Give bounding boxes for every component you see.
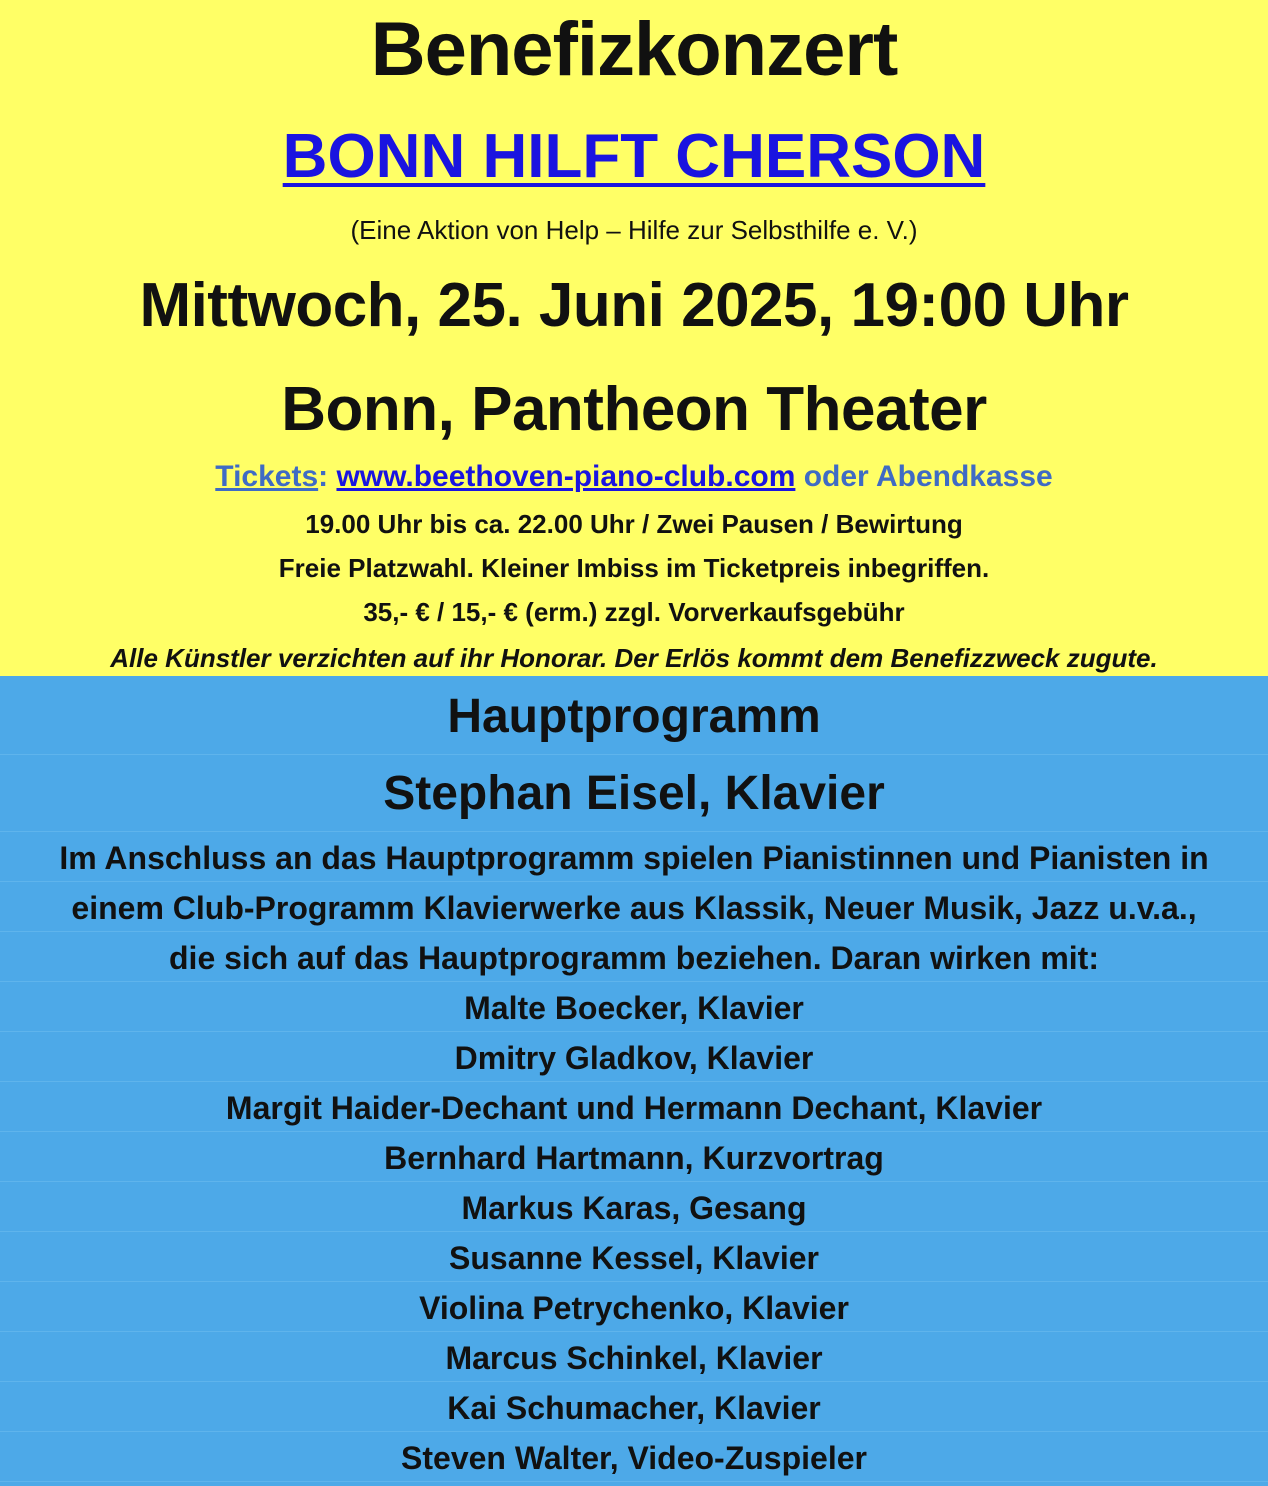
performer-item: Margit Haider-Dechant und Hermann Dechant, Klavier xyxy=(0,1082,1268,1132)
tickets-link[interactable]: Tickets xyxy=(215,460,319,493)
event-date: Mittwoch, 25. Juni 2025, 19:00 Uhr xyxy=(139,271,1129,340)
tickets-line xyxy=(0,456,1268,498)
tickets-colon: : xyxy=(318,460,337,493)
performer-item: Dmitry Gladkov, Klavier xyxy=(0,1032,1268,1082)
performer-item: Susanne Kessel, Klavier xyxy=(0,1232,1268,1282)
event-time: 19.00 Uhr bis ca. 22.00 Uhr / Zwei Pausen / Bewirtung xyxy=(305,509,963,539)
subtitle-link[interactable]: BONN HILFT CHERSON xyxy=(282,122,986,191)
event-venue: Bonn, Pantheon Theater xyxy=(281,375,987,444)
performer-item: Malte Boecker, Klavier xyxy=(0,982,1268,1032)
main-artist: Stephan Eisel, Klavier xyxy=(0,755,1268,832)
seating-info: Freie Platzwahl. Kleiner Imbiss im Ticketpreis inbegriffen. xyxy=(278,553,990,583)
performer-item: Kai Schumacher, Klavier xyxy=(0,1382,1268,1432)
ticket-url-link[interactable]: www.beethoven-piano-club.com xyxy=(336,460,796,493)
performer-item: Bernhard Hartmann, Kurzvortrag xyxy=(0,1132,1268,1182)
donation-note: Alle Künstler verzichten auf ihr Honorar. Der Erlös kommt dem Benefizzweck zugute. xyxy=(110,643,1158,673)
box-office-text: oder Abendkasse xyxy=(795,460,1053,493)
program-intro-line: einem Club-Programm Klavierwerke aus Klassik, Neuer Musik, Jazz u.v.a., xyxy=(0,882,1268,932)
organizer-note: (Eine Aktion von Help – Hilfe zur Selbsthilfe e. V.) xyxy=(350,215,918,245)
program-section xyxy=(0,676,1268,1486)
performer-item: Markus Karas, Gesang xyxy=(0,1182,1268,1232)
performer-item: Marcus Schinkel, Klavier xyxy=(0,1332,1268,1382)
performer-item: Violina Petrychenko, Klavier xyxy=(0,1282,1268,1332)
poster-title: Benefizkonzert xyxy=(370,7,898,92)
price-info: 35,- € / 15,- € (erm.) zzgl. Vorverkaufsgebühr xyxy=(363,597,905,627)
program-intro-line: die sich auf das Hauptprogramm beziehen. Daran wirken mit: xyxy=(0,932,1268,982)
poster-subtitle xyxy=(0,118,1268,196)
program-intro-line: Im Anschluss an das Hauptprogramm spielen Pianistinnen und Pianisten in xyxy=(0,832,1268,882)
program-heading: Hauptprogramm xyxy=(0,676,1268,755)
performer-item: Steven Walter, Video-Zuspieler xyxy=(0,1432,1268,1482)
header-section xyxy=(0,0,1268,676)
